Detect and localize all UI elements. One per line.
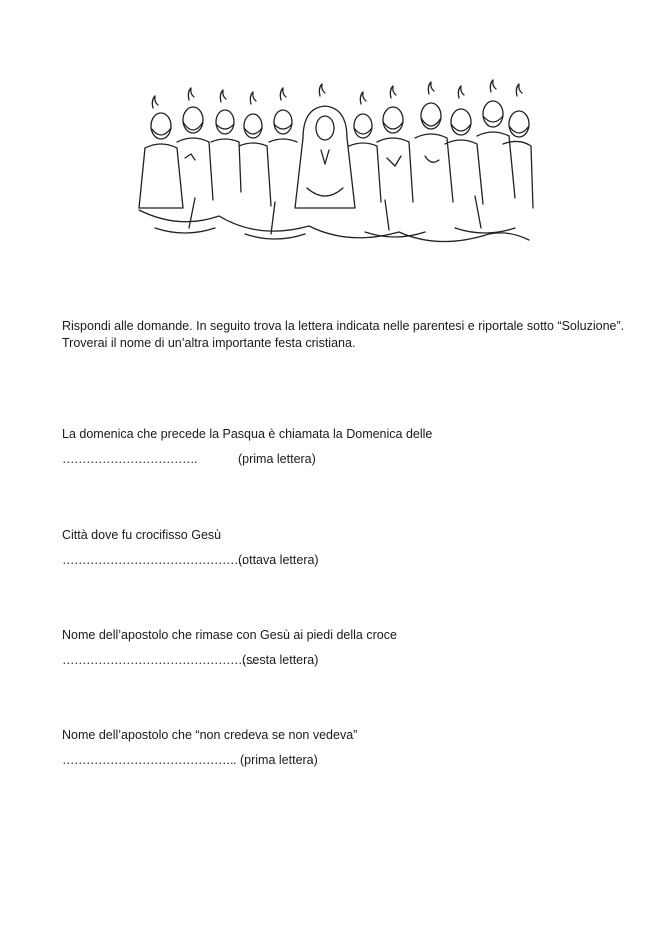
apostle-figure	[377, 86, 413, 202]
apostle-figure	[269, 88, 297, 142]
question-1-answer-blank[interactable]: …………………………….	[62, 452, 197, 466]
apostle-figure	[503, 84, 533, 208]
question-1-hint: (prima lettera)	[238, 452, 316, 466]
question-3-text: Nome dell’apostolo che rimase con Gesù ai piedi della croce	[62, 628, 397, 642]
question-2-answer-blank[interactable]: ……………………………………….	[62, 553, 245, 567]
apostle-figure	[177, 88, 213, 200]
question-4-text: Nome dell’apostolo che “non credeva se non vedeva”	[62, 728, 358, 742]
apostle-figure	[477, 80, 515, 198]
apostle-figure	[445, 86, 483, 204]
question-2-text: Città dove fu crocifisso Gesù	[62, 528, 222, 542]
apostle-figure	[239, 92, 271, 206]
instructions	[62, 318, 624, 352]
apostle-figure	[211, 90, 241, 192]
instructions-line-2: Troverai il nome di un’altra importante festa cristiana.	[62, 336, 356, 350]
apostle-figure	[349, 92, 381, 202]
question-3-answer-blank[interactable]: ………………………………………….	[62, 653, 257, 667]
mary-figure	[295, 84, 355, 208]
question-4-hint: (prima lettera)	[240, 753, 318, 767]
instructions-line-1: Rispondi alle domande. In seguito trova la lettera indicata nelle parentesi e riportale sotto “Soluzione”.	[62, 319, 625, 333]
apostle-figure	[415, 82, 453, 202]
question-2-hint: (ottava lettera)	[238, 553, 319, 567]
pentecost-illustration	[135, 78, 535, 253]
question-1-text: La domenica che precede la Pasqua è chiamata la Domenica delle	[62, 427, 433, 441]
apostle-figure	[139, 96, 183, 208]
question-3-hint: (sesta lettera)	[242, 653, 319, 667]
question-4-answer-blank[interactable]: ……………………………………..	[62, 753, 236, 767]
